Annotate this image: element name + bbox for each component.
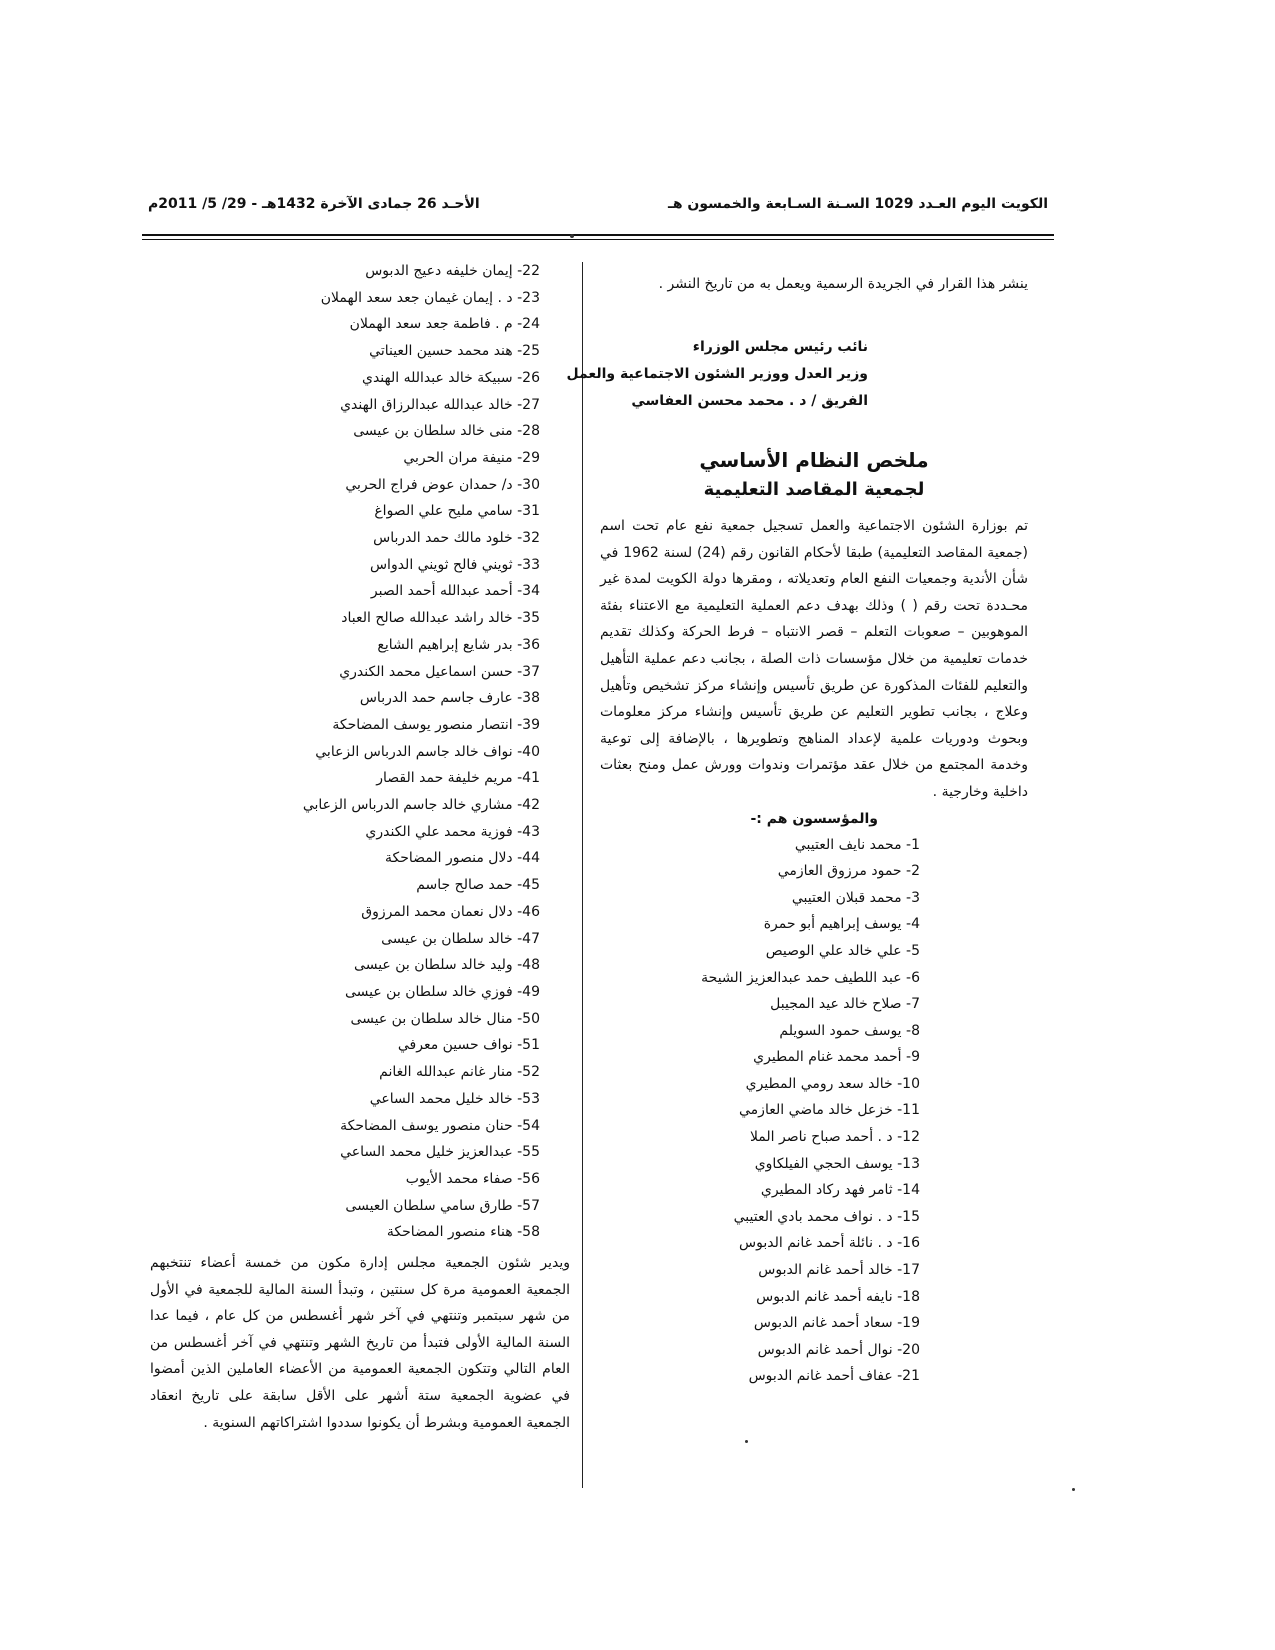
list-item: 53- خالد خليل محمد الساعي xyxy=(369,1090,540,1107)
speck xyxy=(570,234,574,238)
list-item: 7- صلاح خالد عيد المجيبل xyxy=(770,996,920,1013)
members-list xyxy=(150,258,570,1246)
list-item: 29- منيفة مران الحربي xyxy=(403,449,540,466)
list-item: 21- عفاف أحمد غانم الدبوس xyxy=(748,1368,920,1385)
list-item: 12- د . أحمد صباح ناصر الملا xyxy=(749,1129,920,1146)
list-item: 8- يوسف حمود السويلم xyxy=(779,1022,920,1039)
list-item: 16- د . نائلة أحمد غانم الدبوس xyxy=(739,1235,920,1252)
page-header xyxy=(148,196,1048,224)
list-item: 26- سبيكة خالد عبدالله الهندي xyxy=(362,369,540,386)
list-item: 49- فوزي خالد سلطان بن عيسى xyxy=(345,983,540,1000)
list-item: 20- نوال أحمد غانم الدبوس xyxy=(757,1341,920,1358)
summary-title: ملخص النظام الأساسي xyxy=(699,448,929,472)
header-rule-thin xyxy=(142,239,1054,240)
list-item: 45- حمد صالح جاسم xyxy=(416,877,540,894)
list-item: 55- عبدالعزيز خليل محمد الساعي xyxy=(340,1144,540,1161)
list-item: 27- خالد عبدالله عبدالرزاق الهندي xyxy=(340,396,540,413)
header-publication-info: الكويت اليوم العـدد 1029 السـنة السـابعة والخمسون هـ xyxy=(668,196,1048,212)
list-item: 44- دلال منصور المضاحكة xyxy=(384,850,540,867)
list-item: 36- بدر شايع إبراهيم الشايع xyxy=(377,636,540,653)
list-item: 23- د . إيمان غيمان جعد سعد الهملان xyxy=(320,289,540,306)
list-item: 56- صفاء محمد الأيوب xyxy=(405,1170,540,1187)
list-item: 9- أحمد محمد غنام المطيري xyxy=(753,1049,920,1066)
list-item: 32- خلود مالك حمد الدرباس xyxy=(373,530,540,547)
header-date: الأحـد 26 جمادى الآخرة 1432هـ - 29/ 5/ 2011م xyxy=(148,196,480,212)
speck xyxy=(745,1440,748,1443)
list-item: 43- فوزية محمد علي الكندري xyxy=(365,823,540,840)
list-item: 48- وليد خالد سلطان بن عيسى xyxy=(354,957,540,974)
list-item: 24- م . فاطمة جعد سعد الهملان xyxy=(349,316,540,333)
list-item: 19- سعاد أحمد غانم الدبوس xyxy=(753,1315,920,1332)
right-column xyxy=(566,272,1029,1390)
list-item: 2- حمود مرزوق العازمي xyxy=(777,863,920,880)
list-item: 51- نواف حسين معرفي xyxy=(397,1037,540,1054)
summary-body: تم بوزارة الشئون الاجتماعية والعمل تسجيل جمعية نفع عام تحت اسم (جمعية المقاصد التعليمية) طبقا لأحكام القانون رقم (24) لسنة 1962 في شأن الأندية وجمعيات النفع العام وتعديلاته ، ومقرها دولة الكويت لمدة غير محـددة تحت رقم ( ) وذلك بهدف دعم العملية التعليمية مع الاعتناء بفئة الموهوبين – صعوبات التعلم – قصر الانتباه – فرط الحركة وكذلك تقديم خدمات تعليمية من خلال مؤسسات ذات الصلة ، بجانب دعم عملية التأهيل والتعليم للفئات المذكورة عن طريق تأسيس وإنشاء مركز تشخيص وتأهيل وعلاج ، بجانب تطوير التعليم عن طريق تأسيس وإنشاء مركز معلومات وبحوث ودوريات علمية لإعداد المناهج وتطويرها ، بالإضافة إلى توعية وخدمة المجتمع من خلال عقد مؤتمرات وندوات وورش عمل ومنح بعثات داخلية وخارجية . xyxy=(600,518,1029,800)
founders-list xyxy=(600,832,1028,1390)
list-item: 33- ثويني فالح ثويني الدواس xyxy=(369,556,540,573)
list-item: 18- نايفه أحمد غانم الدبوس xyxy=(756,1288,920,1305)
list-item: 1- محمد نايف العتيبي xyxy=(794,836,920,853)
list-item: 30- د/ حمدان عوض فراج الحربي xyxy=(345,476,540,493)
list-item: 40- نواف خالد جاسم الدرباس الزعابي xyxy=(315,743,540,760)
signature-line-1: نائب رئيس مجلس الوزراء xyxy=(692,339,868,355)
list-item: 10- خالد سعد رومي المطيري xyxy=(745,1075,920,1092)
list-item: 28- منى خالد سلطان بن عيسى xyxy=(353,423,540,440)
board-paragraph: ويدير شئون الجمعية مجلس إدارة مكون من خمسة أعضاء تنتخبهم الجمعية العمومية مرة كل سنتين ، وتبدأ السنة المالية للجمعية في الأول من شهر سبتمبر وتنتهي في آخر شهر أغسطس من كل عام ، فيما عدا السنة المالية الأولى فتبدأ من تاريخ الشهر وتنتهي في آخر أغسطس من العام التالي وتتكون الجمعية العمومية من الأعضاء العاملين الذين أمضوا في عضوية الجمعية ستة أشهر على الأقل سابقة على تاريخ انعقاد الجمعية العمومية وبشرط أن يكونوا سددوا اشتراكاتهم السنوية . xyxy=(150,1255,570,1431)
list-item: 58- هناء منصور المضاحكة xyxy=(386,1224,540,1241)
list-item: 31- سامي مليح علي الصواغ xyxy=(374,503,540,520)
list-item: 14- ثامر فهد ركاد المطيري xyxy=(760,1182,920,1199)
summary-subtitle: لجمعية المقاصد التعليمية xyxy=(703,479,925,500)
list-item: 5- علي خالد علي الوصيص xyxy=(765,942,920,959)
list-item: 13- يوسف الحجي الفيلكاوي xyxy=(754,1155,920,1172)
list-item: 46- دلال نعمان محمد المرزوق xyxy=(361,903,540,920)
list-item: 54- حنان منصور يوسف المضاحكة xyxy=(340,1117,540,1134)
list-item: 3- محمد قبلان العتيبي xyxy=(791,889,920,906)
list-item: 37- حسن اسماعيل محمد الكندري xyxy=(339,663,540,680)
signature-block xyxy=(566,334,868,415)
list-item: 41- مريم خليفة حمد القصار xyxy=(376,770,540,787)
list-item: 38- عارف جاسم حمد الدرباس xyxy=(359,690,540,707)
list-item: 39- انتصار منصور يوسف المضاحكة xyxy=(332,716,540,733)
list-item: 6- عبد اللطيف حمد عبدالعزيز الشيحة xyxy=(701,969,920,986)
list-item: 52- منار غانم عبدالله الغانم xyxy=(379,1064,540,1081)
speck xyxy=(1072,1488,1075,1491)
column-separator xyxy=(582,262,583,1488)
left-column xyxy=(150,258,570,1436)
list-item: 25- هند محمد حسين العيناتي xyxy=(369,343,540,360)
list-item: 4- يوسف إبراهيم أبو حمرة xyxy=(763,916,920,933)
header-rule-thick xyxy=(142,234,1054,236)
list-item: 17- خالد أحمد غانم الدبوس xyxy=(758,1262,920,1279)
list-item: 47- خالد سلطان بن عيسى xyxy=(381,930,540,947)
list-item: 34- أحمد عبدالله أحمد الصبر xyxy=(370,583,540,600)
list-item: 50- منال خالد سلطان بن عيسى xyxy=(350,1010,540,1027)
signature-line-3: الفريق / د . محمد محسن العفاسي xyxy=(631,393,868,409)
founders-label: والمؤسسون هم :- xyxy=(750,810,878,827)
list-item: 57- طارق سامي سلطان العيسى xyxy=(345,1197,540,1214)
list-item: 15- د . نواف محمد بادي العتيبي xyxy=(733,1208,920,1225)
list-item: 42- مشاري خالد جاسم الدرباس الزعابي xyxy=(302,797,540,814)
list-item: 22- إيمان خليفه دعيج الدبوس xyxy=(365,263,540,279)
list-item: 35- خالد راشد عبدالله صالح العباد xyxy=(341,610,540,627)
decree-publication-clause: ينشر هذا القرار في الجريدة الرسمية ويعمل به من تاريخ النشر . xyxy=(658,276,1028,292)
list-item: 11- خزعل خالد ماضي العازمي xyxy=(739,1102,920,1119)
signature-line-2: وزير العدل ووزير الشئون الاجتماعية والعمل xyxy=(566,366,868,382)
